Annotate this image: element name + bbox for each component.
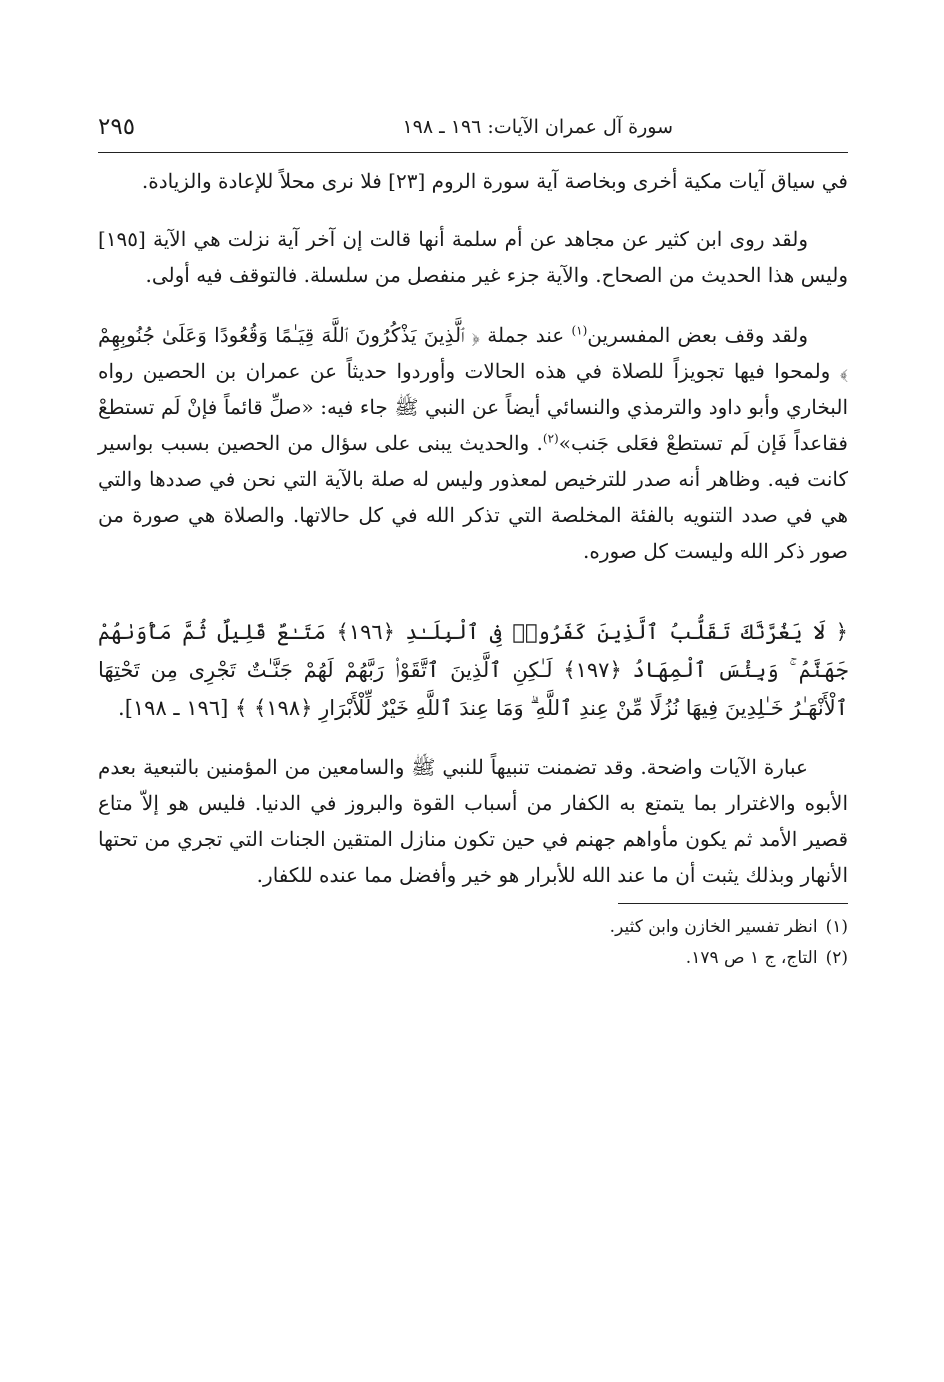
paragraph-1: في سياق آيات مكية أخرى وبخاصة آية سورة الروم [٢٣] فلا نرى محلاً للإعادة والزيادة. [141, 169, 848, 193]
paragraph-3-middle: عند جملة ﴿ ٱلَّذِينَ يَذْكُرُونَ ٱللَّهَ قِيَـٰمًا وَقُعُودًا وَعَلَىٰ جُنُوبِهِمْ ﴾ ولمحوا فيها تجويزاً للصلاة في هذه الحالات وأوردوا حديثاً عن عمران بن الحصين رواه البخاري وأبو داود والترمذي والنسائي أيضاً عن النبي ﷺ جاء فيه: «صلِّ قائماً فإنْ لَم تستطعْ فقاعداً فَإن لَم تستطعْ فعَلى جَنب» [98, 323, 848, 455]
footnote-number: (١) [825, 917, 848, 937]
footnote-2 [98, 943, 848, 974]
book-page [98, 108, 848, 1348]
paragraph-4: عبارة الآيات واضحة. وقد تضمنت تنبيهاً للنبي ﷺ والسامعين من المؤمنين بالتبعية بعدم الأبوه والاغترار بما يتمتع به الكفار من أسباب القوة والبروز في الدنيا. فليس هو إلاّ متاع قصير الأمد ثم يكون مأواهم جهنم في حين تكون منازل المتقين الجنات التي تجري من تحتها الأنهار وبذلك يثبت أن ما عند الله للأبرار هو خير وأفضل مما عنده للكفار. [98, 755, 848, 887]
page-body [98, 163, 848, 974]
paragraph-3-end: . والحديث يبنى على سؤال من الحصين بسبب بواسير كانت فيه. وظاهر أنه صدر للترخيص لمعذور وليس له صلة بالآية التي نحن في صددها والتي هي في صدد التنويه بالفئة المخلصة التي تذكر الله في كل حالاتها. والصلاة هي صورة من صور ذكر الله وليست كل صوره. [98, 431, 848, 563]
footnote-1 [98, 912, 848, 943]
quran-verses: ﴿ لَا يَغُرَّنَّكَ تَقَلُّبُ ٱلَّذِينَ كَفَرُوا۟ فِى ٱلْبِلَـٰدِ ﴿١٩٦﴾ مَتَـٰعٌ قَلِيلٌ ثُمَّ مَأْوَىٰهُمْ جَهَنَّمُ ۚ وَبِئْسَ ٱلْمِهَادُ ﴿١٩٧﴾ لَـٰكِنِ ٱلَّذِينَ ٱتَّقَوْا۟ رَبَّهُمْ لَهُمْ جَنَّـٰتٌ تَجْرِى مِن تَحْتِهَا ٱلْأَنْهَـٰرُ خَـٰلِدِينَ فِيهَا نُزُلًا مِّنْ عِندِ ٱللَّهِ ۗ وَمَا عِندَ ٱللَّهِ خَيْرٌ لِّلْأَبْرَارِ ﴿١٩٨﴾ ﴾ [١٩٦ ـ ١٩٨]. [98, 620, 848, 720]
footnote-number: (٢) [825, 948, 848, 968]
paragraph-2: ولقد روى ابن كثير عن مجاهد عن أم سلمة أنها قالت إن آخر آية نزلت هي الآية [١٩٥] وليس هذا الحديث من الصحاح. والآية جزء غير منفصل من سلسلة. فالتوقف فيه أولى. [98, 227, 848, 287]
footnote-ref-1: (١) [571, 323, 588, 338]
footnote-ref-2: (٢) [542, 431, 559, 446]
page-number: ٢٩٥ [98, 114, 136, 140]
page-header [98, 108, 848, 153]
footnotes [98, 912, 848, 974]
footnote-divider [618, 903, 848, 904]
footnote-text: انظر تفسير الخازن وابن كثير. [609, 917, 818, 937]
paragraph-3-start: ولقد وقف بعض المفسرين [587, 323, 809, 347]
footnote-text: التاج، ج ١ ص ١٧٩. [685, 948, 818, 968]
running-title: سورة آل عمران الآيات: ١٩٦ ـ ١٩٨ [402, 116, 673, 138]
paragraph-3 [98, 317, 848, 569]
